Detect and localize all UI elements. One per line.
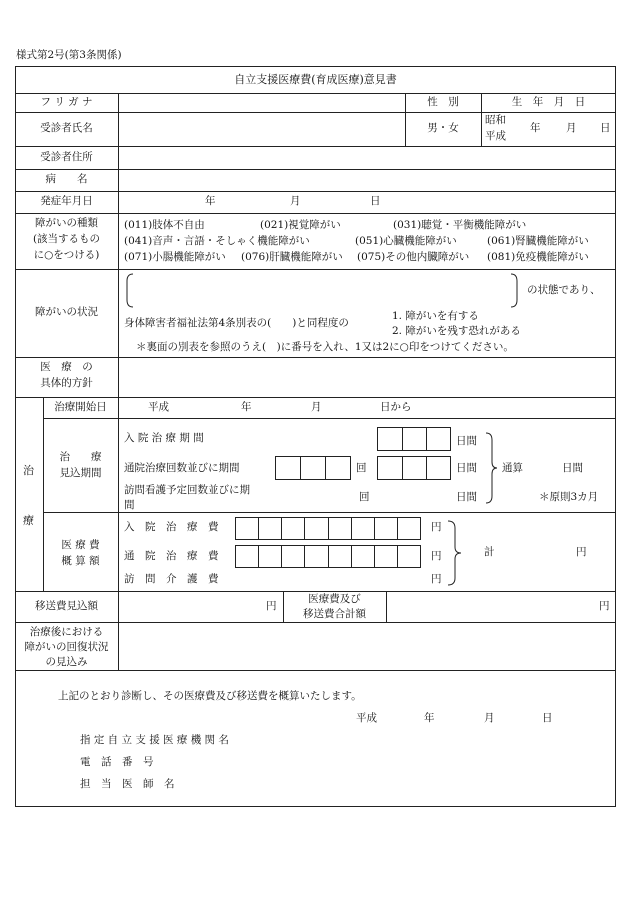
- period-label-1: 治 療: [59, 451, 102, 463]
- status-option-1[interactable]: 1. 障がいを有する: [392, 310, 479, 322]
- status-suffix: の状態であり、: [527, 284, 601, 296]
- medical-transport-label-2: 移送費合計額: [303, 608, 366, 620]
- visit-nursing-days-unit: 日間: [456, 491, 477, 503]
- treatment-label-2: 療: [23, 514, 34, 527]
- outpatient-days-unit: 日間: [456, 462, 477, 474]
- dob-day: 日: [600, 122, 611, 134]
- status-note: ＊裏面の別表を参照のうえ( )に番号を入れ、1又は2に○印をつけてください。: [136, 341, 514, 353]
- furigana-label: フ リ ガ ナ: [40, 96, 93, 108]
- sign-day: 日: [542, 712, 553, 724]
- sign-heisei: 平成: [356, 712, 377, 724]
- period-label-2: 見込期間: [59, 467, 102, 479]
- furigana-field[interactable]: [119, 94, 404, 112]
- address-label: 受診者住所: [40, 151, 93, 163]
- transport-field[interactable]: [119, 592, 282, 622]
- disability-option[interactable]: (021)視覚障がい: [260, 219, 341, 231]
- dob-month: 月: [566, 122, 577, 134]
- inpatient-period-label: 入 院 治 療 期 間: [124, 432, 204, 444]
- disease-field[interactable]: [119, 170, 615, 191]
- inpatient-cost-yen: 円: [431, 521, 442, 533]
- form-title: 自立支援医療費(育成医療)意見書: [234, 73, 397, 86]
- patient-name-label: 受診者氏名: [40, 122, 93, 134]
- institution-field[interactable]: [280, 731, 600, 749]
- recovery-field[interactable]: [119, 623, 615, 670]
- cost-brace: [446, 520, 462, 586]
- start-heisei: 平成: [148, 401, 169, 413]
- phone-label: 電 話 番 号: [80, 756, 154, 768]
- recovery-label-2: 障がいの回復状況: [24, 641, 109, 653]
- visit-nursing-label-2: 間: [124, 499, 135, 511]
- disability-option[interactable]: (011)肢体不自由: [124, 219, 205, 231]
- visit-nursing-times-unit: 回: [359, 491, 370, 503]
- status-field[interactable]: [134, 274, 512, 308]
- outpatient-cost-label: 通 院 治 療 費: [124, 550, 219, 562]
- sum-label: 計: [484, 546, 495, 558]
- disability-option[interactable]: (075)その他内臓障がい: [357, 251, 470, 263]
- inpatient-cost-label: 入 院 治 療 費: [124, 521, 219, 533]
- medical-transport-label-1: 医療費及び: [308, 593, 361, 605]
- inpatient-days-unit: 日間: [456, 435, 477, 447]
- cost-label-1: 医 療 費: [61, 539, 100, 551]
- sign-month: 月: [484, 712, 495, 724]
- form-id: 様式第2号(第3条関係): [16, 49, 122, 61]
- recovery-label-3: の見込み: [45, 656, 88, 668]
- visit-care-cost-label: 訪 問 介 護 費: [124, 573, 219, 585]
- start-month: 月: [311, 401, 322, 413]
- disability-type-label-1: 障がいの種類: [35, 217, 98, 229]
- outpatient-days-input[interactable]: [377, 456, 451, 480]
- sign-year: 年: [424, 712, 435, 724]
- disability-option[interactable]: (051)心臓機能障がい: [355, 235, 457, 247]
- total-days-unit: 日間: [562, 462, 583, 474]
- sex-label: 性 別: [427, 96, 459, 108]
- phone-field[interactable]: [280, 753, 600, 771]
- inpatient-days-input[interactable]: [377, 427, 451, 451]
- onset-label: 発症年月日: [40, 195, 93, 207]
- treatment-label-1: 治: [23, 464, 34, 477]
- plan-label-1: 医 療 の: [40, 361, 93, 373]
- visit-nursing-label-1: 訪問看護予定回数並びに期: [124, 484, 250, 496]
- disability-option[interactable]: (081)免疫機能障がい: [487, 251, 589, 263]
- start-label: 治療開始日: [54, 401, 107, 413]
- onset-year: 年: [205, 195, 216, 207]
- medical-transport-yen: 円: [599, 600, 610, 612]
- dob-label: 生 年 月 日: [511, 96, 586, 108]
- outpatient-times-unit: 回: [356, 462, 367, 474]
- start-year: 年: [241, 401, 252, 413]
- era-showa[interactable]: 昭和: [485, 114, 506, 126]
- disability-option[interactable]: (076)肝臓機能障がい: [241, 251, 343, 263]
- sum-yen: 円: [576, 546, 587, 558]
- status-label: 障がいの状況: [35, 306, 98, 318]
- patient-name-field[interactable]: [119, 113, 404, 146]
- dob-year: 年: [530, 122, 541, 134]
- start-day-from: 日から: [380, 401, 412, 413]
- address-field[interactable]: [119, 147, 615, 169]
- recovery-label-1: 治療後における: [29, 626, 104, 638]
- period-brace: [484, 432, 498, 504]
- status-equiv: 身体障害者福祉法第4条別表の( )と同程度の: [124, 317, 349, 329]
- disease-label: 病 名: [45, 173, 88, 185]
- disability-option[interactable]: (061)腎臓機能障がい: [487, 235, 589, 247]
- medical-transport-field[interactable]: [387, 592, 615, 622]
- institution-label: 指 定 自 立 支 援 医 療 機 関 名: [80, 734, 229, 746]
- era-heisei[interactable]: 平成: [485, 130, 506, 142]
- declaration-text: 上記のとおり診断し、その医療費及び移送費を概算いたします。: [58, 690, 362, 702]
- outpatient-period-label: 通院治療回数並びに期間: [124, 462, 240, 474]
- outpatient-times-input[interactable]: [275, 456, 351, 480]
- transport-label: 移送費見込額: [35, 600, 98, 612]
- disability-option[interactable]: (031)聴覚・平衡機能障がい: [393, 219, 527, 231]
- status-option-2[interactable]: 2. 障がいを残す恐れがある: [392, 325, 521, 337]
- cost-label-2: 概 算 額: [61, 555, 100, 567]
- visit-care-cost-yen: 円: [431, 573, 442, 585]
- transport-yen: 円: [266, 600, 277, 612]
- plan-field[interactable]: [119, 358, 615, 397]
- disability-option[interactable]: (071)小腸機能障がい: [124, 251, 226, 263]
- doctor-label: 担 当 医 師 名: [80, 778, 175, 790]
- disability-type-label-3: に○をつける): [33, 249, 100, 261]
- onset-day: 日: [370, 195, 381, 207]
- onset-month: 月: [290, 195, 301, 207]
- plan-label-2: 具体的方針: [40, 377, 93, 389]
- doctor-field[interactable]: [280, 775, 600, 793]
- total-label: 通算: [502, 462, 523, 474]
- sex-options[interactable]: 男・女: [427, 122, 459, 134]
- disability-type-label-2: (該当するもの: [32, 233, 101, 245]
- outpatient-cost-yen: 円: [431, 550, 442, 562]
- max-note: ＊原則3カ月: [539, 491, 599, 503]
- disability-option[interactable]: (041)音声・言語・そしゃく機能障がい: [124, 235, 310, 247]
